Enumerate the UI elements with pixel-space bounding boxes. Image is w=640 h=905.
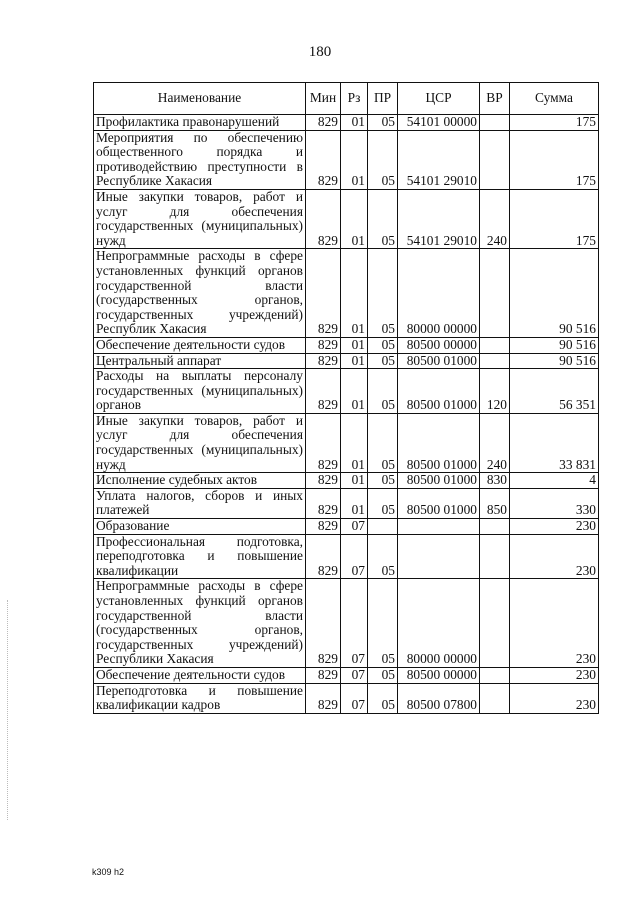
cell-pr: 05 bbox=[368, 473, 398, 489]
cell-pr: 05 bbox=[368, 534, 398, 579]
cell-rz: 01 bbox=[341, 337, 368, 353]
table-body bbox=[94, 115, 599, 714]
cell-rz: 07 bbox=[341, 683, 368, 713]
cell-csr: 54101 29010 bbox=[398, 130, 480, 189]
cell-sum: 175 bbox=[510, 115, 599, 131]
cell-pr: 05 bbox=[368, 115, 398, 131]
table-row bbox=[94, 488, 599, 518]
table-row bbox=[94, 337, 599, 353]
table-header-row bbox=[94, 83, 599, 115]
table-row bbox=[94, 353, 599, 369]
cell-name: Иные закупки товаров, работ и услуг для обеспечения государственных (муниципальных) нужд bbox=[94, 189, 306, 248]
footer-code: k309 h2 bbox=[92, 867, 125, 877]
cell-min: 829 bbox=[306, 488, 341, 518]
table-row bbox=[94, 369, 599, 414]
cell-pr: 05 bbox=[368, 337, 398, 353]
cell-csr: 54101 29010 bbox=[398, 189, 480, 248]
cell-pr: 05 bbox=[368, 683, 398, 713]
cell-vr bbox=[480, 115, 510, 131]
cell-csr: 80500 00000 bbox=[398, 337, 480, 353]
cell-csr: 80000 00000 bbox=[398, 579, 480, 668]
cell-min: 829 bbox=[306, 130, 341, 189]
cell-rz: 07 bbox=[341, 667, 368, 683]
header-name: Наименование bbox=[94, 83, 306, 115]
cell-sum: 4 bbox=[510, 473, 599, 489]
cell-rz: 01 bbox=[341, 249, 368, 338]
table-row bbox=[94, 534, 599, 579]
cell-sum: 33 831 bbox=[510, 413, 599, 472]
cell-csr: 80500 01000 bbox=[398, 488, 480, 518]
cell-min: 829 bbox=[306, 683, 341, 713]
cell-csr: 80500 00000 bbox=[398, 667, 480, 683]
header-vr: ВР bbox=[480, 83, 510, 115]
cell-vr bbox=[480, 683, 510, 713]
cell-pr: 05 bbox=[368, 579, 398, 668]
cell-name: Профессиональная подготовка, переподготовка и повышение квалификации bbox=[94, 534, 306, 579]
header-rz: Рз bbox=[341, 83, 368, 115]
cell-pr: 05 bbox=[368, 189, 398, 248]
cell-csr: 80500 01000 bbox=[398, 353, 480, 369]
table-row bbox=[94, 579, 599, 668]
cell-min: 829 bbox=[306, 473, 341, 489]
scan-margin-mark bbox=[7, 600, 9, 820]
cell-min: 829 bbox=[306, 667, 341, 683]
cell-name: Мероприятия по обеспечению общественного порядка и противодействию преступности в Республике Хакасия bbox=[94, 130, 306, 189]
cell-pr: 05 bbox=[368, 249, 398, 338]
cell-min: 829 bbox=[306, 337, 341, 353]
header-sum: Сумма bbox=[510, 83, 599, 115]
cell-csr: 80500 01000 bbox=[398, 473, 480, 489]
cell-pr: 05 bbox=[368, 369, 398, 414]
page-number: 180 bbox=[308, 44, 332, 60]
cell-vr bbox=[480, 519, 510, 535]
cell-min: 829 bbox=[306, 249, 341, 338]
cell-vr bbox=[480, 130, 510, 189]
table-row bbox=[94, 413, 599, 472]
cell-csr: 54101 00000 bbox=[398, 115, 480, 131]
cell-vr: 850 bbox=[480, 488, 510, 518]
cell-vr bbox=[480, 353, 510, 369]
cell-vr bbox=[480, 667, 510, 683]
cell-sum: 90 516 bbox=[510, 353, 599, 369]
cell-pr bbox=[368, 519, 398, 535]
cell-rz: 07 bbox=[341, 579, 368, 668]
cell-min: 829 bbox=[306, 115, 341, 131]
cell-csr: 80500 07800 bbox=[398, 683, 480, 713]
header-pr: ПР bbox=[368, 83, 398, 115]
cell-name: Обеспечение деятельности судов bbox=[94, 667, 306, 683]
cell-csr bbox=[398, 534, 480, 579]
cell-sum: 330 bbox=[510, 488, 599, 518]
budget-table bbox=[93, 82, 599, 714]
cell-min: 829 bbox=[306, 579, 341, 668]
cell-sum: 230 bbox=[510, 519, 599, 535]
cell-vr bbox=[480, 579, 510, 668]
cell-sum: 230 bbox=[510, 683, 599, 713]
cell-csr bbox=[398, 519, 480, 535]
header-min: Мин bbox=[306, 83, 341, 115]
cell-name: Непрограммные расходы в сфере установленных функций органов государственной власти (государственных органов, государственных учреждений) Республик Хакасия bbox=[94, 249, 306, 338]
cell-rz: 07 bbox=[341, 519, 368, 535]
cell-min: 829 bbox=[306, 534, 341, 579]
cell-rz: 07 bbox=[341, 534, 368, 579]
table-row bbox=[94, 473, 599, 489]
table-row bbox=[94, 667, 599, 683]
cell-name: Уплата налогов, сборов и иных платежей bbox=[94, 488, 306, 518]
cell-name: Профилактика правонарушений bbox=[94, 115, 306, 131]
cell-pr: 05 bbox=[368, 667, 398, 683]
cell-name: Обеспечение деятельности судов bbox=[94, 337, 306, 353]
cell-rz: 01 bbox=[341, 413, 368, 472]
cell-pr: 05 bbox=[368, 488, 398, 518]
cell-name: Иные закупки товаров, работ и услуг для обеспечения государственных (муниципальных) нужд bbox=[94, 413, 306, 472]
cell-sum: 175 bbox=[510, 130, 599, 189]
cell-min: 829 bbox=[306, 519, 341, 535]
cell-rz: 01 bbox=[341, 130, 368, 189]
cell-vr: 830 bbox=[480, 473, 510, 489]
table-row bbox=[94, 249, 599, 338]
cell-vr bbox=[480, 249, 510, 338]
cell-pr: 05 bbox=[368, 413, 398, 472]
header-csr: ЦСР bbox=[398, 83, 480, 115]
cell-min: 829 bbox=[306, 353, 341, 369]
cell-rz: 01 bbox=[341, 115, 368, 131]
cell-name: Расходы на выплаты персоналу государственных (муниципальных) органов bbox=[94, 369, 306, 414]
cell-vr bbox=[480, 534, 510, 579]
cell-vr: 240 bbox=[480, 189, 510, 248]
cell-sum: 56 351 bbox=[510, 369, 599, 414]
cell-pr: 05 bbox=[368, 130, 398, 189]
cell-csr: 80500 01000 bbox=[398, 369, 480, 414]
cell-vr bbox=[480, 337, 510, 353]
cell-rz: 01 bbox=[341, 189, 368, 248]
cell-vr: 240 bbox=[480, 413, 510, 472]
cell-sum: 90 516 bbox=[510, 249, 599, 338]
cell-name: Переподготовка и повышение квалификации кадров bbox=[94, 683, 306, 713]
table-row bbox=[94, 189, 599, 248]
cell-rz: 01 bbox=[341, 353, 368, 369]
cell-sum: 230 bbox=[510, 579, 599, 668]
cell-csr: 80500 01000 bbox=[398, 413, 480, 472]
cell-min: 829 bbox=[306, 189, 341, 248]
cell-rz: 01 bbox=[341, 473, 368, 489]
table-row bbox=[94, 130, 599, 189]
cell-name: Образование bbox=[94, 519, 306, 535]
cell-sum: 230 bbox=[510, 534, 599, 579]
cell-name: Центральный аппарат bbox=[94, 353, 306, 369]
cell-min: 829 bbox=[306, 369, 341, 414]
cell-rz: 01 bbox=[341, 369, 368, 414]
cell-name: Непрограммные расходы в сфере установленных функций органов государственной власти (государственных органов, государственных учреждений) Республики Хакасия bbox=[94, 579, 306, 668]
cell-sum: 175 bbox=[510, 189, 599, 248]
cell-name: Исполнение судебных актов bbox=[94, 473, 306, 489]
table-row bbox=[94, 519, 599, 535]
cell-sum: 90 516 bbox=[510, 337, 599, 353]
cell-rz: 01 bbox=[341, 488, 368, 518]
cell-min: 829 bbox=[306, 413, 341, 472]
cell-vr: 120 bbox=[480, 369, 510, 414]
cell-pr: 05 bbox=[368, 353, 398, 369]
cell-sum: 230 bbox=[510, 667, 599, 683]
cell-csr: 80000 00000 bbox=[398, 249, 480, 338]
table-row bbox=[94, 683, 599, 713]
table-row bbox=[94, 115, 599, 131]
